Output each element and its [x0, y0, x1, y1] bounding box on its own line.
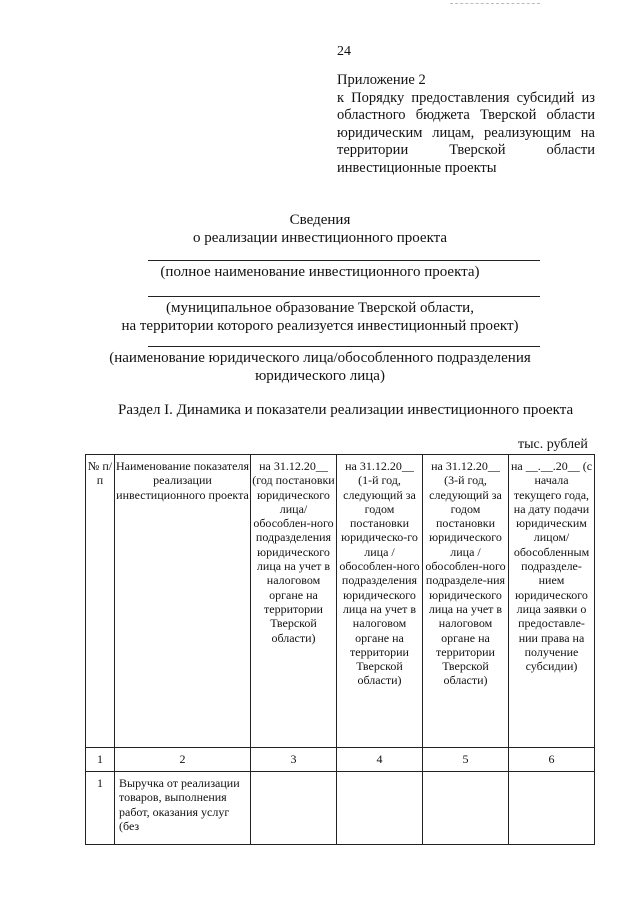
- caption-municipality: на территории которого реализуется инвестиционный проект): [121, 318, 519, 334]
- caption-project-name: (полное наименование инвестиционного проекта): [160, 264, 480, 280]
- indicators-table: [85, 454, 595, 845]
- caption-municipality: (муниципальное образование Тверской области,: [166, 300, 474, 316]
- column-number: 4: [337, 748, 423, 772]
- header-cell: № п/п: [86, 455, 115, 748]
- appendix-title: Приложение 2: [337, 72, 426, 88]
- header-cell: на __.__.20__ (с начала текущего года, на дату подачи юридическим лицом/ обособленным подразделе-нием юридического лица заявки о предоставле-нии права на получение субсидии): [509, 455, 595, 748]
- row-value-cell: [423, 772, 509, 845]
- header-cell: на 31.12.20__ (1-й год, следующий за годом постановки юридическо-го лица / обособлен-ного подразделения юридического лица на учет в налоговом органе на территории Тверской области): [337, 455, 423, 748]
- header-cell: на 31.12.20__ (3-й год, следующий за годом постановки юридического лица / обособлен-ного подразделе-ния юридического лица на учет в налоговом органе на территории Тверской области): [423, 455, 509, 748]
- fill-in-line-entity: [148, 346, 540, 347]
- row-indicator-name: Выручка от реализации товаров, выполнения работ, оказания услуг (без: [115, 772, 251, 845]
- document-title: Сведения: [289, 212, 351, 228]
- table-header-row: [86, 455, 595, 748]
- header-cell: на 31.12.20__ (год постановки юридического лица/ обособлен-ного подразделения юридического лица на учет в налоговом органе на территории Тверской области): [251, 455, 337, 748]
- row-number: 1: [86, 772, 115, 845]
- appendix-line: областного бюджета Тверской области: [337, 107, 595, 123]
- scan-artifact: [450, 3, 540, 8]
- column-number: 2: [115, 748, 251, 772]
- row-value-cell: [251, 772, 337, 845]
- row-value-cell: [337, 772, 423, 845]
- fill-in-line-project: [148, 260, 540, 261]
- appendix-line: к Порядку предоставления субсидий из: [337, 89, 595, 106]
- column-number-row: [86, 748, 595, 772]
- fill-in-line-municipality: [148, 296, 540, 297]
- appendix-line: инвестиционные проекты: [337, 159, 497, 176]
- page-number: 24: [337, 44, 351, 59]
- header-cell: Наименование показателя реализации инвестиционного проекта: [115, 455, 251, 748]
- document-subtitle: о реализации инвестиционного проекта: [192, 230, 448, 246]
- column-number: 3: [251, 748, 337, 772]
- caption-entity: (наименование юридического лица/обособленного подразделения: [109, 350, 531, 366]
- column-number: 5: [423, 748, 509, 772]
- units-label: тыс. рублей: [518, 437, 588, 452]
- appendix-line: территории Тверской области: [337, 142, 595, 158]
- table-row: [86, 772, 595, 845]
- caption-entity: юридического лица): [255, 368, 385, 384]
- column-number: 1: [86, 748, 115, 772]
- row-value-cell: [509, 772, 595, 845]
- appendix-line: юридическим лицам, реализующим на: [337, 124, 595, 141]
- section-title: Раздел I. Динамика и показатели реализации инвестиционного проекта: [118, 402, 574, 418]
- appendix-block: [337, 72, 595, 177]
- column-number: 6: [509, 748, 595, 772]
